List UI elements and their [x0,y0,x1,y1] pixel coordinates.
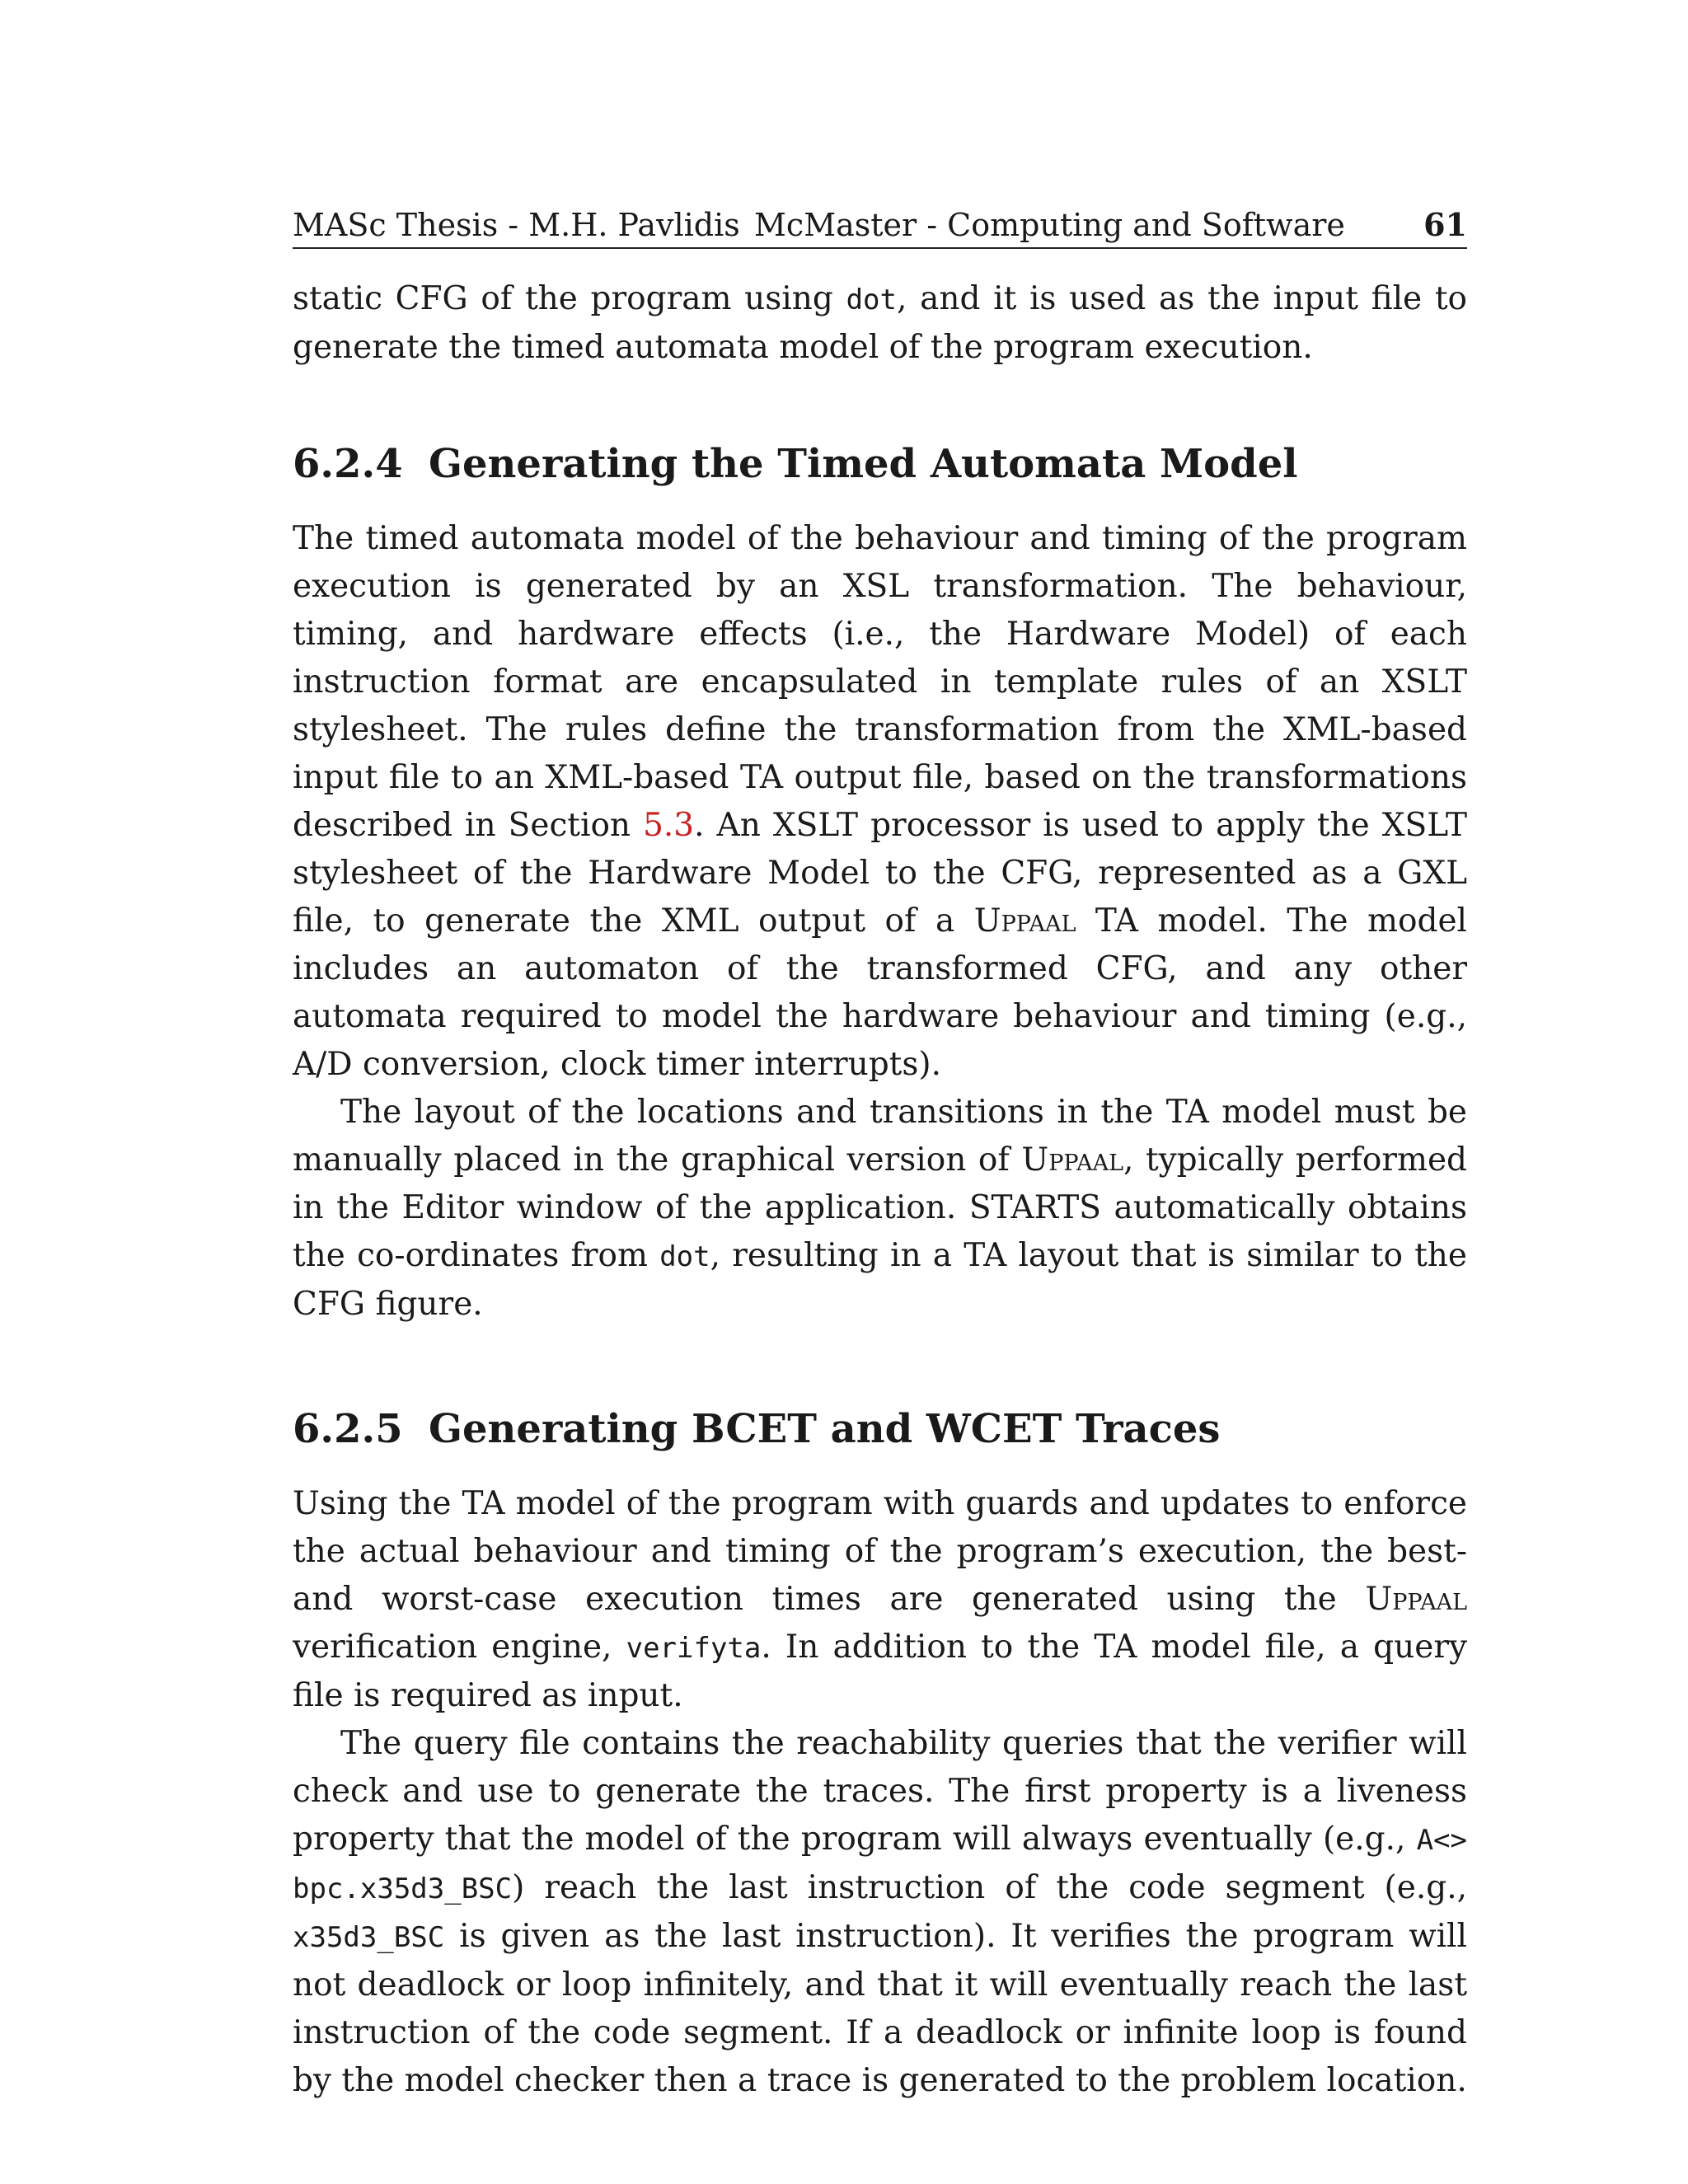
section-6-2-4-paragraph-1 [293,515,1467,1089]
header-department: McMaster - Computing and Software [754,207,1345,243]
code-dot: dot [659,1240,710,1273]
section-heading-6-2-4 [293,439,1467,489]
uppaal-name: Uppaal [973,902,1076,940]
text-run: static CFG of the program using [293,280,846,317]
text-run: The layout of the locations and transitions in the TA model must be manually placed in the graphical version of [293,1094,1467,1179]
running-header [293,198,1467,249]
text-run: , resulting in a TA layout that is similar to the CFG figure. [293,1237,1467,1323]
section-title: Generating BCET and WCET Traces [429,1406,1221,1452]
text-run: verification engine, [293,1629,626,1666]
text-run: The query file contains the reachability queries that the verifier will check and use to generate the traces. The first property is a liveness property that the model of the program will always eventually (e.g., [293,1725,1467,1858]
text-run: ) reach the last instruction of the code segment (e.g., [512,1869,1467,1906]
code-verifyta: verifyta [626,1632,762,1665]
code-query: A<> bpc.x35d3_BSC [293,1824,1467,1905]
section-6-2-5-paragraph-1 [293,1480,1467,1720]
section-6-2-4-paragraph-2 [293,1089,1467,1329]
uppaal-name: Uppaal [1021,1141,1123,1179]
section-title: Generating the Timed Automata Model [429,441,1298,487]
text-run: . An XSLT processor is used to apply the XSLT stylesheet of the Hardware Model to the CFG, represented as a GXL file, to generate the XML output of a [293,807,1467,940]
text-run: . In addition to the TA model file, a query file is required as input. [293,1629,1467,1714]
intro-paragraph [293,275,1467,372]
text-run: TA model. The model includes an automaton of the transformed CFG, and any other automata required to model the hardware behaviour and timing (e.g., A/D conversion, clock timer interrupts). [293,902,1468,1083]
text-run: , typically performed in the Editor window of the application. STARTS automatically obtains the co-ordinates from [293,1141,1467,1274]
code-instruction: x35d3_BSC [293,1921,445,1954]
header-author: MASc Thesis - M.H. Pavlidis [293,207,740,243]
section-number: 6.2.4 [293,441,403,487]
section-6-2-5-paragraph-2 [293,1720,1467,2105]
page-number: 61 [1423,206,1467,243]
uppaal-name: Uppaal [1365,1581,1467,1618]
text-run: , and it is used as the input file to generate the timed automata model of the program execution. [293,280,1467,366]
section-number: 6.2.5 [293,1406,403,1452]
section-heading-6-2-5 [293,1404,1467,1454]
page [293,198,1467,2105]
text-run: The timed automata model of the behaviour and timing of the program execution is generated by an XSL transformation. The behaviour, timing, and hardware effects (i.e., the Hardware Model) of each instruction format are encapsulated in template rules of an XSLT stylesheet. The rules define the transformation from the XML-based input file to an XML-based TA output file, based on the transformations described in Section [293,520,1467,844]
text-run: Using the TA model of the program with guards and updates to enforce the actual behaviour and timing of the program’s execution, the best- and worst-case execution times are generated using the [293,1485,1467,1618]
code-dot: dot [846,284,897,316]
section-reference-link[interactable]: 5.3 [643,807,695,844]
text-run: is given as the last instruction). It verifies the program will not deadlock or loop infinitely, and that it will eventually reach the last instruction of the code segment. If a deadlock or infinite loop is found by the model checker then a trace is generated to the problem location. [293,1918,1467,2099]
